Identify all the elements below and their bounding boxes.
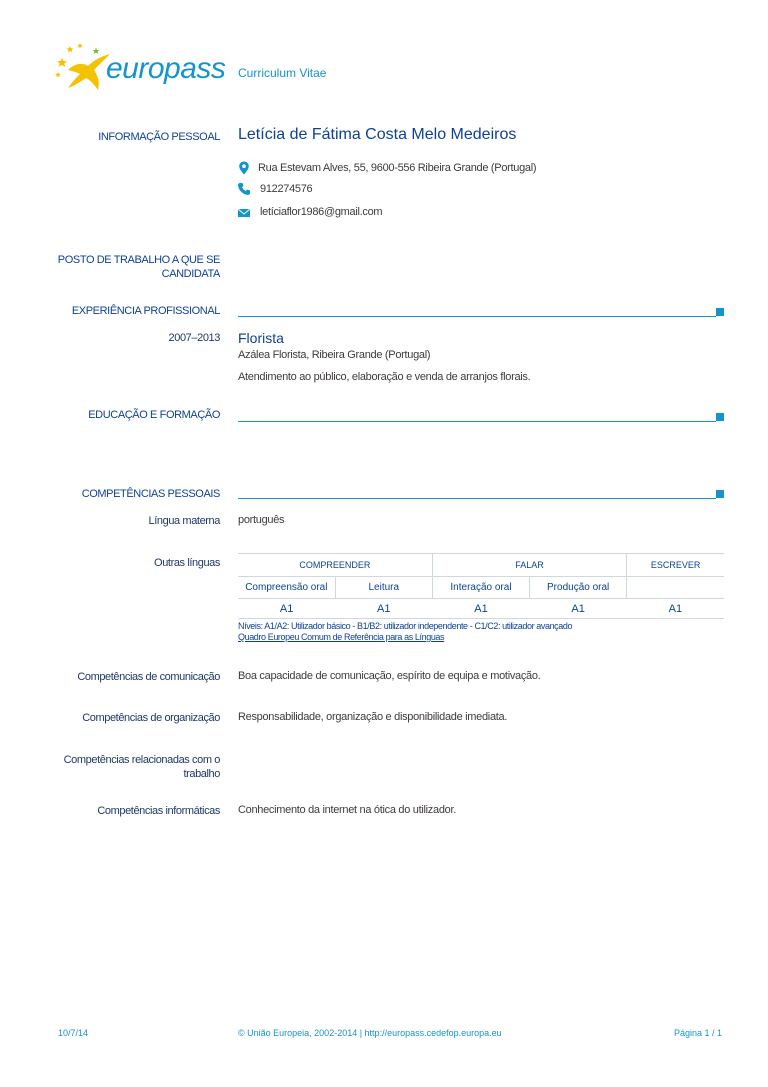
education-label: EDUCAÇÃO E FORMAÇÃO bbox=[88, 409, 220, 421]
email-address[interactable]: letíciaflor1986@gmail.com bbox=[260, 206, 383, 218]
personal-info-label: INFORMAÇÃO PESSOAL bbox=[98, 131, 220, 143]
skills-divider-marker bbox=[716, 490, 724, 498]
phone-number: 912274576 bbox=[260, 183, 313, 195]
other-languages-label: Outras línguas bbox=[154, 557, 220, 569]
skills-divider bbox=[238, 498, 716, 499]
europass-logo bbox=[52, 40, 226, 96]
language-table bbox=[238, 553, 724, 619]
level-interaction: A1 bbox=[474, 602, 488, 615]
candidate-name: Letícia de Fátima Costa Melo Medeiros bbox=[238, 126, 517, 143]
footer-copyright: © União Europeia, 2002-2014 | http://europass.cedefop.europa.eu bbox=[238, 1028, 502, 1038]
employer: Azálea Florista, Ribeira Grande (Portugal) bbox=[238, 349, 431, 361]
level-reading: A1 bbox=[377, 602, 391, 615]
interaction-header: Interação oral bbox=[432, 577, 529, 599]
education-divider-marker bbox=[716, 413, 724, 421]
logo-wordmark: europass bbox=[106, 52, 226, 85]
organisation-skills: Responsabilidade, organização e disponibilidade imediata. bbox=[238, 711, 508, 723]
phone-icon bbox=[237, 182, 251, 196]
footer-date: 10/7/14 bbox=[58, 1028, 89, 1038]
communication-skills: Boa capacidade de comunicação, espírito de equipa e motivação. bbox=[238, 670, 541, 682]
writing-header: ESCREVER bbox=[650, 560, 701, 570]
mother-tongue: português bbox=[238, 514, 285, 526]
mother-tongue-label: Língua materna bbox=[148, 515, 220, 527]
understanding-header: COMPREENDER bbox=[238, 554, 432, 577]
job-applied-label: POSTO DE TRABALHO A QUE SE CANDIDATA bbox=[57, 254, 220, 280]
production-header: Produção oral bbox=[530, 577, 627, 599]
cefr-link[interactable]: Quadro Europeu Comum de Referência para as Línguas bbox=[238, 632, 445, 642]
job-title: Florista bbox=[238, 330, 284, 346]
organisation-skills-label: Competências de organização bbox=[82, 712, 220, 724]
footer-page-number: Página 1 / 1 bbox=[673, 1028, 722, 1038]
speaking-header: FALAR bbox=[432, 554, 626, 577]
address: Rua Estevam Alves, 55, 9600-556 Ribeira Grande (Portugal) bbox=[258, 162, 537, 174]
levels-note: Níveis: A1/A2: Utilizador básico - B1/B2: utilizador independente - C1/C2: utilizador avançado bbox=[238, 621, 573, 631]
experience-divider-marker bbox=[716, 308, 724, 316]
level-production: A1 bbox=[571, 602, 585, 615]
document-title: Curriculum Vitae bbox=[238, 66, 327, 80]
computer-skills: Conhecimento da internet na ótica do utilizador. bbox=[238, 804, 456, 816]
experience-dates: 2007–2013 bbox=[168, 332, 220, 344]
email-icon bbox=[237, 206, 251, 220]
experience-label: EXPERIÊNCIA PROFISSIONAL bbox=[71, 305, 220, 317]
communication-skills-label: Competências de comunicação bbox=[77, 671, 220, 683]
education-divider bbox=[238, 421, 716, 422]
experience-divider bbox=[238, 316, 716, 317]
level-writing: A1 bbox=[668, 602, 683, 615]
location-pin-icon bbox=[237, 161, 251, 175]
level-listening: A1 bbox=[279, 602, 294, 615]
job-related-skills-label: Competências relacionadas com o trabalho bbox=[63, 754, 220, 780]
job-description: Atendimento ao público, elaboração e venda de arranjos florais. bbox=[238, 371, 531, 383]
computer-skills-label: Competências informáticas bbox=[97, 805, 220, 817]
listening-header: Compreensão oral bbox=[238, 577, 335, 599]
personal-skills-label: COMPETÊNCIAS PESSOAIS bbox=[81, 488, 220, 500]
reading-header: Leitura bbox=[335, 577, 432, 599]
